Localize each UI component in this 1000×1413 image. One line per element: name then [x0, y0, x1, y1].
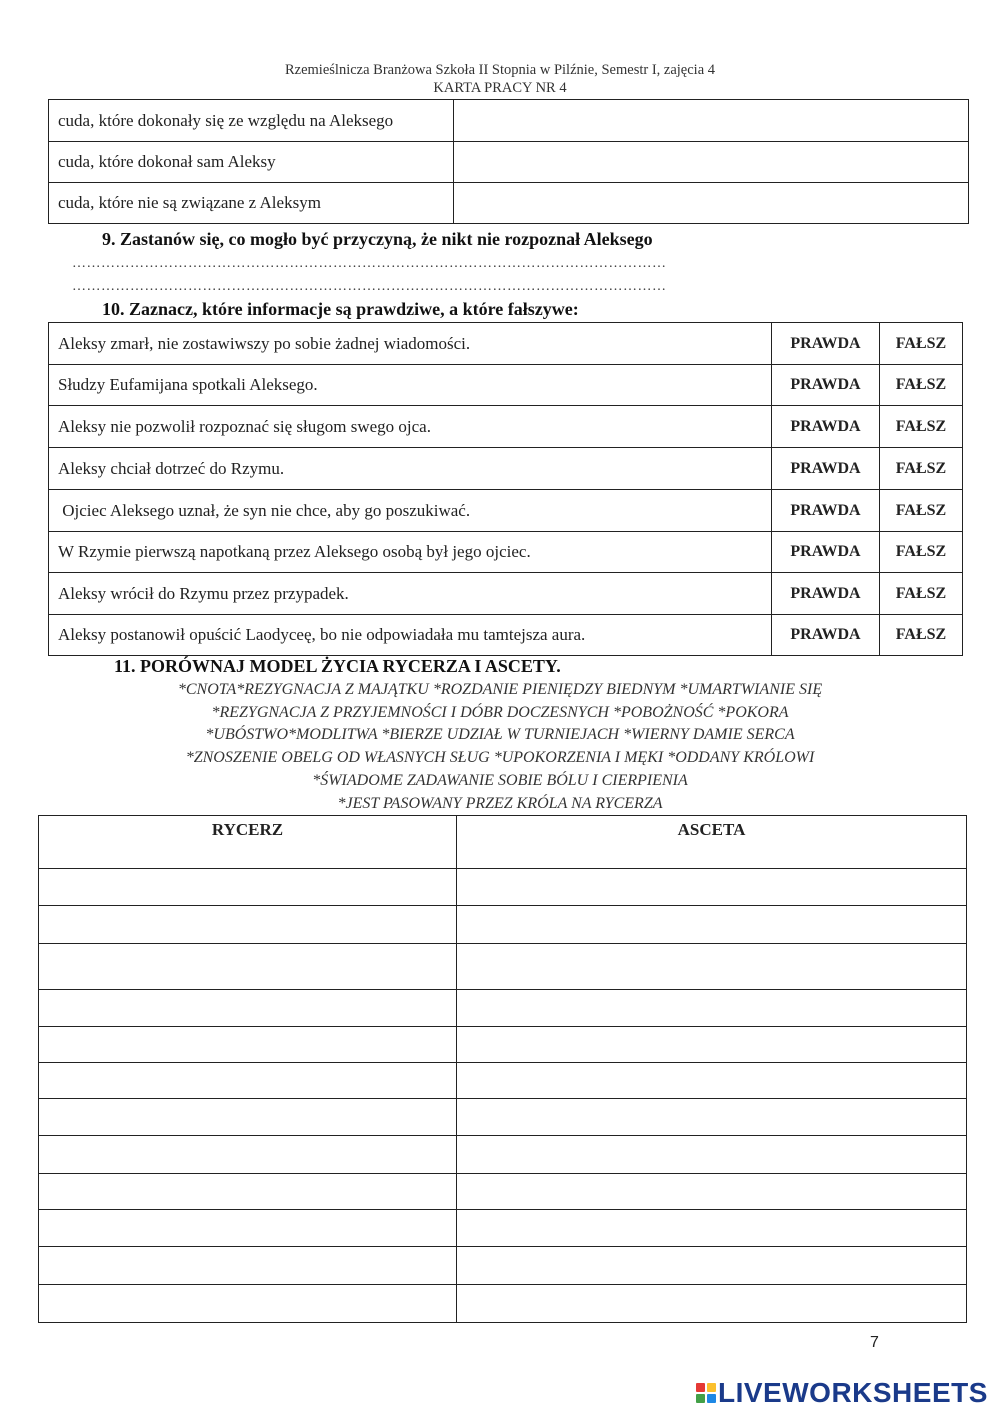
word-bank-line: *ZNOSZENIE OBELG OD WŁASNYCH SŁUG *UPOKORZENIA I MĘKI *ODDANY KRÓLOWI	[185, 749, 815, 767]
ascetic-answer-cell[interactable]	[457, 1027, 967, 1063]
table-row	[39, 1210, 967, 1247]
statement-text: W Rzymie pierwszą napotkaną przez Aleksego osobą był jego ojciec.	[49, 532, 772, 573]
liveworksheets-logo	[696, 1376, 988, 1410]
word-bank-line: *CNOTA*REZYGNACJA Z MAJĄTKU *ROZDANIE PIENIĘDZY BIEDNYM *UMARTWIANIE SIĘ	[177, 681, 823, 698]
miracle-category-label: cuda, które dokonał sam Aleksy	[49, 142, 454, 183]
question-9-title: 9. Zastanów się, co mogło być przyczyną, że nikt nie rozpoznał Aleksego	[102, 229, 653, 249]
word-bank	[0, 679, 1000, 815]
liveworksheets-logo-icon	[696, 1383, 716, 1403]
true-option[interactable]: PRAWDA	[772, 615, 880, 656]
school-header: Rzemieślnicza Branżowa Szkoła II Stopnia w Pilźnie, Semestr I, zajęcia 4	[284, 62, 716, 78]
comparison-table	[38, 815, 967, 1323]
false-option[interactable]: FAŁSZ	[880, 323, 963, 365]
knight-answer-cell[interactable]	[39, 906, 457, 944]
knight-answer-cell[interactable]	[39, 869, 457, 906]
table-row	[39, 1027, 967, 1063]
true-option[interactable]: PRAWDA	[772, 365, 880, 406]
answer-line[interactable]: ……………………………………………………………………………………………………………	[72, 279, 667, 294]
knight-answer-cell[interactable]	[39, 1136, 457, 1174]
false-option[interactable]: FAŁSZ	[880, 406, 963, 448]
miracles-table	[48, 99, 969, 224]
knight-answer-cell[interactable]	[39, 1174, 457, 1210]
word-bank-line: *UBÓSTWO*MODLITWA *BIERZE UDZIAŁ W TURNIEJACH *WIERNY DAMIE SERCA	[205, 726, 795, 744]
ascetic-answer-cell[interactable]	[457, 906, 967, 944]
ascetic-answer-cell[interactable]	[457, 1136, 967, 1174]
table-row	[49, 573, 963, 615]
knight-answer-cell[interactable]	[39, 1247, 457, 1285]
comparison-rows	[39, 869, 967, 1323]
table-row	[39, 1174, 967, 1210]
word-bank-line: *ŚWIADOME ZADAWANIE SOBIE BÓLU I CIERPIENIA	[312, 771, 688, 789]
table-row	[39, 1136, 967, 1174]
question-10-title: 10. Zaznacz, które informacje są prawdziwe, a które fałszywe:	[102, 299, 579, 319]
knight-answer-cell[interactable]	[39, 1285, 457, 1323]
table-row	[49, 448, 963, 490]
column-header-knight: RYCERZ	[39, 816, 457, 869]
table-row	[49, 365, 963, 406]
ascetic-answer-cell[interactable]	[457, 944, 967, 990]
statement-text: Ojciec Aleksego uznał, że syn nie chce, aby go poszukiwać.	[49, 490, 772, 532]
table-row	[49, 100, 969, 142]
question-11-title: 11. PORÓWNAJ MODEL ŻYCIA RYCERZA I ASCETY.	[114, 656, 561, 676]
ascetic-answer-cell[interactable]	[457, 1174, 967, 1210]
ascetic-answer-cell[interactable]	[457, 1210, 967, 1247]
true-option[interactable]: PRAWDA	[772, 448, 880, 490]
answer-cell[interactable]	[454, 100, 969, 142]
knight-answer-cell[interactable]	[39, 1063, 457, 1099]
ascetic-answer-cell[interactable]	[457, 1247, 967, 1285]
false-option[interactable]: FAŁSZ	[880, 365, 963, 406]
knight-answer-cell[interactable]	[39, 1027, 457, 1063]
page-number: 7	[870, 1334, 879, 1351]
table-row	[49, 323, 963, 365]
knight-answer-cell[interactable]	[39, 990, 457, 1027]
answer-cell[interactable]	[454, 142, 969, 183]
ascetic-answer-cell[interactable]	[457, 990, 967, 1027]
false-option[interactable]: FAŁSZ	[880, 490, 963, 532]
ascetic-answer-cell[interactable]	[457, 1063, 967, 1099]
table-row	[49, 142, 969, 183]
table-row	[39, 906, 967, 944]
statement-text: Aleksy postanowił opuścić Laodyceę, bo nie odpowiadała mu tamtejsza aura.	[49, 615, 772, 656]
miracle-category-label: cuda, które nie są związane z Aleksym	[49, 183, 454, 224]
table-row	[39, 1099, 967, 1136]
table-row	[49, 183, 969, 224]
true-option[interactable]: PRAWDA	[772, 406, 880, 448]
true-false-table	[48, 322, 963, 656]
true-option[interactable]: PRAWDA	[772, 490, 880, 532]
true-option[interactable]: PRAWDA	[772, 323, 880, 365]
ascetic-answer-cell[interactable]	[457, 1285, 967, 1323]
true-option[interactable]: PRAWDA	[772, 532, 880, 573]
statement-text: Słudzy Eufamijana spotkali Aleksego.	[49, 365, 772, 406]
word-bank-line: *REZYGNACJA Z PRZYJEMNOŚCI I DÓBR DOCZESNYCH *POBOŻNOŚĆ *POKORA	[211, 703, 789, 721]
false-option[interactable]: FAŁSZ	[880, 573, 963, 615]
table-row	[49, 615, 963, 656]
column-header-ascetic: ASCETA	[457, 816, 967, 869]
statement-text: Aleksy chciał dotrzeć do Rzymu.	[49, 448, 772, 490]
knight-answer-cell[interactable]	[39, 944, 457, 990]
word-bank-line: *JEST PASOWANY PRZEZ KRÓLA NA RYCERZA	[337, 794, 663, 812]
statement-text: Aleksy nie pozwolił rozpoznać się sługom swego ojca.	[49, 406, 772, 448]
table-row	[49, 406, 963, 448]
table-row	[49, 532, 963, 573]
table-row	[39, 990, 967, 1027]
ascetic-answer-cell[interactable]	[457, 1099, 967, 1136]
brand-name: LIVEWORKSHEETS	[718, 1377, 988, 1408]
statement-text: Aleksy zmarł, nie zostawiwszy po sobie żadnej wiadomości.	[49, 323, 772, 365]
answer-line[interactable]: ……………………………………………………………………………………………………………	[72, 256, 667, 271]
knight-answer-cell[interactable]	[39, 1210, 457, 1247]
statement-text: Aleksy wrócił do Rzymu przez przypadek.	[49, 573, 772, 615]
table-row	[39, 1285, 967, 1323]
answer-cell[interactable]	[454, 183, 969, 224]
worksheet-title: KARTA PRACY NR 4	[433, 80, 567, 96]
knight-answer-cell[interactable]	[39, 1099, 457, 1136]
ascetic-answer-cell[interactable]	[457, 869, 967, 906]
miracle-category-label: cuda, które dokonały się ze względu na Aleksego	[49, 100, 454, 142]
false-option[interactable]: FAŁSZ	[880, 448, 963, 490]
table-row	[39, 869, 967, 906]
table-header-row	[39, 816, 967, 869]
table-row	[39, 1063, 967, 1099]
false-option[interactable]: FAŁSZ	[880, 532, 963, 573]
true-option[interactable]: PRAWDA	[772, 573, 880, 615]
table-row	[49, 490, 963, 532]
table-row	[39, 1247, 967, 1285]
false-option[interactable]: FAŁSZ	[880, 615, 963, 656]
table-row	[39, 944, 967, 990]
